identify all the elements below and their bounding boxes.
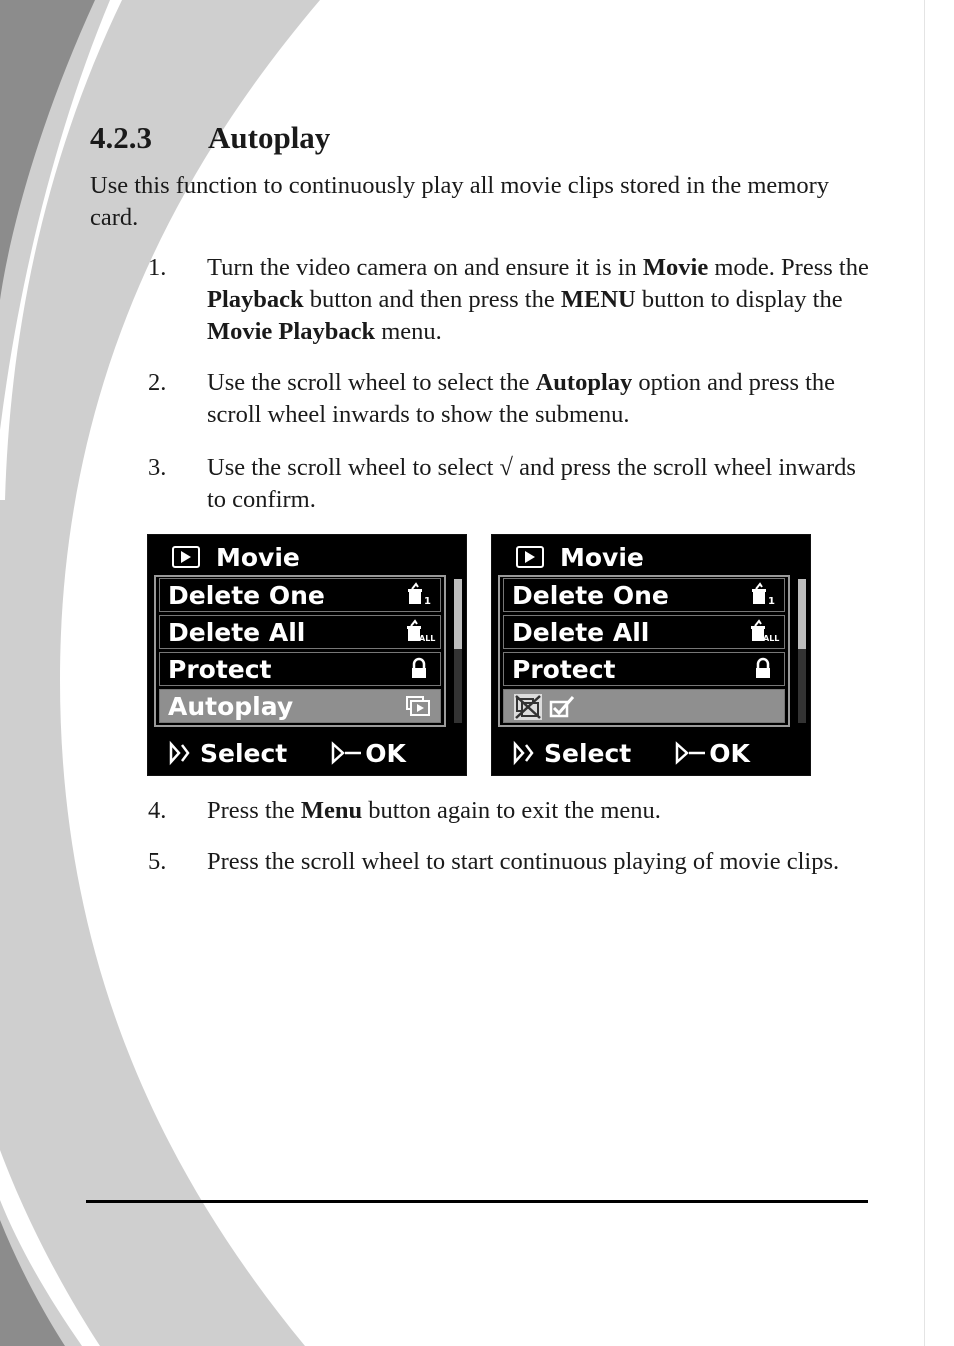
- trash-one-icon: [406, 584, 432, 606]
- press-enter-icon: [675, 741, 707, 765]
- footer-select-label: Select: [200, 738, 288, 768]
- step-text-run: button to display the: [635, 286, 843, 313]
- section-title: Autoplay: [208, 120, 331, 155]
- step-text-bold: Movie: [642, 254, 709, 281]
- svg-text:1: 1: [424, 596, 431, 607]
- step-text: [207, 367, 879, 431]
- step-text-bold: MENU: [560, 286, 636, 313]
- submenu-options: [514, 694, 576, 720]
- step-text-run: Press the: [207, 797, 301, 824]
- step-text-run: Use the scroll wheel to select √ and press the scroll wheel inwards to confirm.: [207, 454, 856, 513]
- menu-item-delete-one: [503, 578, 785, 612]
- step-text-run: Turn the video camera on and ensure it is in: [207, 254, 643, 281]
- menu-item-protect: [503, 652, 785, 686]
- screen-footer: [512, 737, 750, 769]
- menu-scrollbar: [798, 579, 806, 723]
- step-5: [148, 846, 879, 878]
- step-text: [207, 452, 879, 516]
- step-text: [207, 846, 879, 878]
- step-text: [207, 252, 879, 348]
- screen-footer: [168, 737, 406, 769]
- step-text: [207, 795, 879, 827]
- step-text-run: menu.: [375, 318, 442, 345]
- screen-title: [172, 541, 300, 573]
- lock-icon: [750, 658, 776, 680]
- menu-item-delete-one: [159, 578, 441, 612]
- press-enter-icon: [331, 741, 363, 765]
- scrollbar-thumb: [798, 579, 806, 649]
- step-2: [148, 367, 879, 431]
- section-heading: [90, 120, 330, 156]
- screen-title-label: Movie: [216, 542, 300, 572]
- menu-item-delete-all: [503, 615, 785, 649]
- step-number: 3.: [148, 454, 167, 481]
- autoplay-off-icon: [514, 694, 542, 720]
- trash-all-icon: [406, 621, 436, 643]
- trash-all-icon: [750, 621, 780, 643]
- menu-item-label: Autoplay: [168, 691, 294, 721]
- step-text-bold: Playback: [207, 286, 304, 313]
- step-number: 5.: [148, 848, 167, 875]
- trash-one-icon: [750, 584, 776, 606]
- menu-scrollbar: [454, 579, 462, 723]
- scroll-wheel-icon: [168, 741, 192, 765]
- menu-item-autoplay: [159, 689, 441, 723]
- step-text-run: Press the scroll wheel to start continuous playing of movie clips.: [207, 848, 840, 875]
- step-1: [148, 252, 879, 348]
- footer-ok-label: OK: [365, 738, 406, 768]
- playback-icon: [516, 546, 544, 568]
- footer-ok-label: OK: [709, 738, 750, 768]
- menu-item-label: Delete One: [512, 580, 669, 610]
- step-text-run: Use the scroll wheel to select the: [207, 369, 536, 396]
- svg-text:1: 1: [768, 596, 775, 607]
- step-text-bold: Menu: [300, 797, 363, 824]
- svg-text:ALL: ALL: [419, 634, 436, 643]
- menu-item-label: Delete All: [512, 617, 650, 647]
- step-text-run: button again to exit the menu.: [362, 797, 661, 824]
- footer-rule: [86, 1200, 868, 1203]
- screen-title-label: Movie: [560, 542, 644, 572]
- scrollbar-thumb: [454, 579, 462, 649]
- menu-item-autoplay-submenu: [503, 689, 785, 723]
- menu-list: [154, 575, 446, 727]
- menu-list: [498, 575, 790, 727]
- menu-item-protect: [159, 652, 441, 686]
- step-number: 1.: [148, 254, 167, 281]
- step-3: [148, 452, 879, 516]
- camera-screen-menu: [147, 534, 467, 776]
- menu-item-label: Delete All: [168, 617, 306, 647]
- autoplay-on-icon: [548, 694, 576, 720]
- camera-screen-submenu: [491, 534, 811, 776]
- step-text-run: button and then press the: [303, 286, 561, 313]
- step-text-run: option and press the scroll wheel inwards to show the submenu.: [207, 369, 836, 428]
- step-number: 4.: [148, 797, 167, 824]
- step-text-bold: Movie Playback: [207, 318, 376, 345]
- menu-item-label: Protect: [168, 654, 272, 684]
- step-text-run: mode. Press the: [708, 254, 869, 281]
- playback-icon: [172, 546, 200, 568]
- menu-item-delete-all: [159, 615, 441, 649]
- scroll-wheel-icon: [512, 741, 536, 765]
- step-text-bold: Autoplay: [535, 369, 633, 396]
- screen-title: [516, 541, 644, 573]
- footer-select-label: Select: [544, 738, 632, 768]
- autoplay-icon: [406, 695, 432, 717]
- menu-item-label: Protect: [512, 654, 616, 684]
- menu-item-label: Delete One: [168, 580, 325, 610]
- intro-paragraph: Use this function to continuously play all movie clips stored in the memory card.: [90, 172, 829, 231]
- section-number: 4.2.3: [90, 120, 152, 155]
- lock-icon: [406, 658, 432, 680]
- step-4: [148, 795, 879, 827]
- step-number: 2.: [148, 369, 167, 396]
- svg-text:ALL: ALL: [763, 634, 780, 643]
